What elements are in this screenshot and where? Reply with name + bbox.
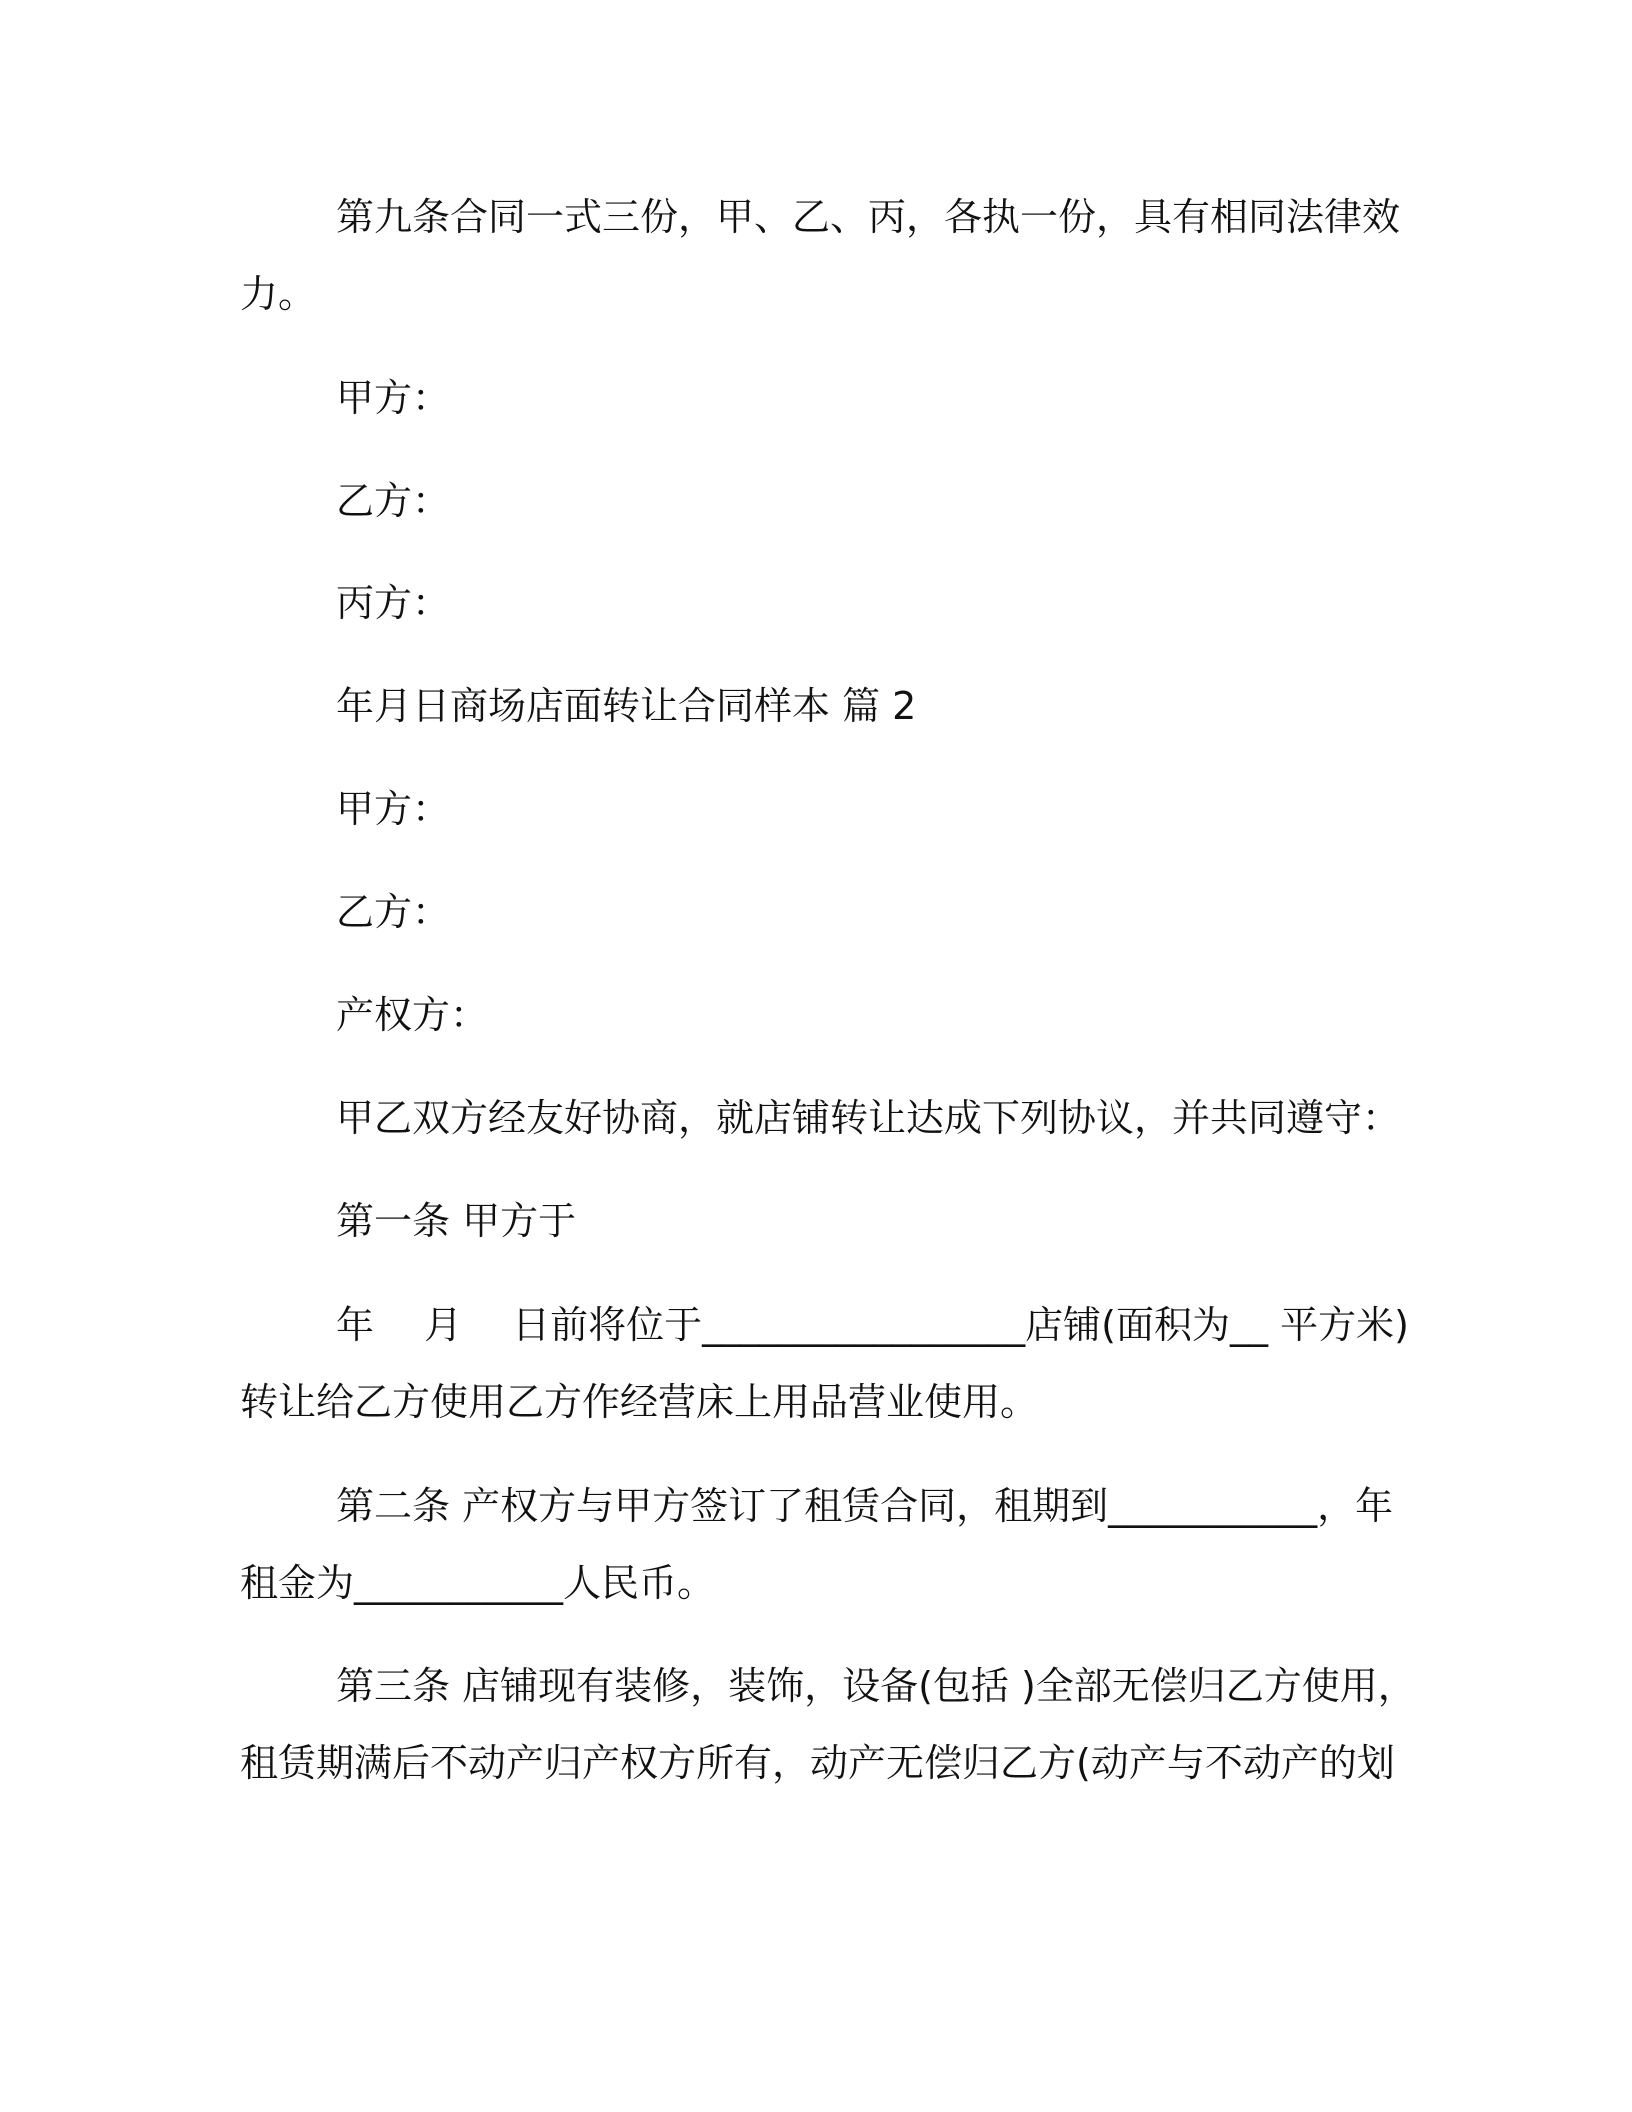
property-owner-label [240, 990, 1380, 1040]
party-a-label [240, 373, 1380, 423]
text-line: 甲乙双方经友好协商，就店铺转让达成下列协议，并共同遵守： [336, 1096, 1401, 1140]
text-line: 第三条 店铺现有装修，装饰，设备(包括 )全部无偿归乙方使用， [336, 1664, 1416, 1708]
text-line: 乙方： [336, 890, 451, 934]
paragraph-article-3 [240, 1661, 1416, 1788]
paragraph-article-9 [240, 192, 1401, 319]
text-line: 丙方： [336, 581, 451, 625]
text-line: 甲方： [336, 376, 451, 420]
text-line: 转让给乙方使用乙方作经营床上用品营业使用。 [240, 1380, 1039, 1424]
text-line: 产权方： [336, 993, 489, 1037]
text-line: 年 月 日前将位于_________________店铺(面积为__ 平方米) [336, 1303, 1409, 1347]
text-line: 第一条 甲方于 [336, 1199, 577, 1243]
text-line: 第二条 产权方与甲方签订了租赁合同，租期到___________，年 [336, 1484, 1394, 1528]
party-b-label [240, 476, 1380, 526]
text-line: 力。 [240, 272, 317, 316]
text-line: 乙方： [336, 479, 451, 523]
text-line: 租金为___________人民币。 [240, 1561, 716, 1605]
party-b-label [240, 887, 1380, 937]
party-a-label [240, 784, 1380, 834]
agreement-preamble [240, 1093, 1401, 1143]
section-heading [240, 681, 1380, 731]
paragraph-article-2 [240, 1481, 1394, 1608]
text-line: 年月日商场店面转让合同样本 篇 2 [336, 684, 917, 728]
text-line: 租赁期满后不动产归产权方所有，动产无偿归乙方(动产与不动产的划 [240, 1741, 1395, 1785]
text-line: 第九条合同一式三份，甲、乙、丙，各执一份，具有相同法律效 [336, 195, 1401, 239]
paragraph-article-1-detail [240, 1300, 1409, 1427]
paragraph-article-1 [240, 1196, 1380, 1246]
party-c-label [240, 578, 1380, 628]
text-line: 甲方： [336, 787, 451, 831]
